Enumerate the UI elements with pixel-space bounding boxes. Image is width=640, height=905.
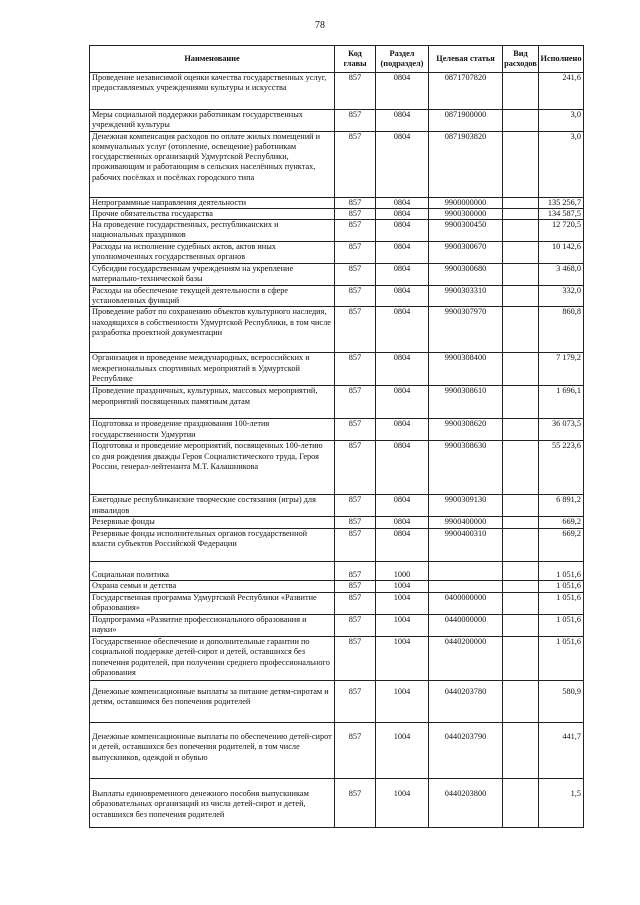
row-name: Проведение независимой оценки качества государственных услуг, предоставляемых учреждениями культуры и искусства — [90, 73, 335, 110]
table-row — [90, 264, 584, 286]
row-amount: 3,0 — [539, 110, 584, 132]
row-expense-type — [503, 220, 539, 242]
row-code: 857 — [335, 592, 376, 614]
row-code: 857 — [335, 614, 376, 636]
row-section: 0804 — [376, 131, 429, 197]
table-row — [90, 528, 584, 561]
row-name: Проведение праздничных, культурных, массовых мероприятий, мероприятий посвященных памятным датам — [90, 386, 335, 419]
row-amount: 55 223,6 — [539, 441, 584, 495]
column-header-code: Код главы — [335, 46, 376, 73]
row-section: 0804 — [376, 528, 429, 561]
row-amount: 134 587,5 — [539, 208, 584, 219]
row-name: На проведение государственных, республиканских и национальных праздников — [90, 220, 335, 242]
row-code: 857 — [335, 495, 376, 517]
table-row — [90, 220, 584, 242]
row-amount: 3,0 — [539, 131, 584, 197]
row-amount: 332,0 — [539, 285, 584, 307]
row-section: 1004 — [376, 580, 429, 592]
row-target: 0440203790 — [429, 722, 503, 778]
row-amount: 241,6 — [539, 73, 584, 110]
row-section: 1000 — [376, 561, 429, 580]
table-row — [90, 386, 584, 419]
row-target: 9900300000 — [429, 208, 503, 219]
table-row — [90, 636, 584, 680]
row-code: 857 — [335, 264, 376, 286]
row-name: Государственное обеспечение и дополнительные гарантии по социальной поддержке детей-сирот и детей, оставшихся без попечения родителей, при получении среднего профессионального образования — [90, 636, 335, 680]
row-code: 857 — [335, 778, 376, 827]
column-header-expense-type: Вид расходов — [503, 46, 539, 73]
table-row — [90, 131, 584, 197]
row-expense-type — [503, 353, 539, 386]
row-expense-type — [503, 722, 539, 778]
row-expense-type — [503, 264, 539, 286]
row-code: 857 — [335, 242, 376, 264]
table-row — [90, 614, 584, 636]
row-name: Денежная компенсация расходов по оплате жилых помещений и коммунальных услуг (отопление, освещение) работникам государственных организаций Удмуртской Республики, проживающим и работающим в сельских населённых пунктах, рабочих посёлках и посёлках городского типа — [90, 131, 335, 197]
row-amount: 3 468,0 — [539, 264, 584, 286]
row-name: Денежные компенсационные выплаты за питание детям-сиротам и детям, оставшимся без попечения родителей — [90, 680, 335, 722]
row-name: Резервные фонды исполнительных органов государственной власти субъектов Российской Федерации — [90, 528, 335, 561]
row-target: 0440203780 — [429, 680, 503, 722]
row-code: 857 — [335, 386, 376, 419]
row-name: Расходы на исполнение судебных актов, актов иных уполномоченных государственных органов — [90, 242, 335, 264]
row-name: Прочие обязательства государства — [90, 208, 335, 219]
row-code: 857 — [335, 680, 376, 722]
row-name: Охрана семьи и детства — [90, 580, 335, 592]
row-expense-type — [503, 517, 539, 528]
row-expense-type — [503, 197, 539, 208]
row-section: 1004 — [376, 614, 429, 636]
row-code: 857 — [335, 73, 376, 110]
row-amount: 1 051,6 — [539, 614, 584, 636]
row-expense-type — [503, 242, 539, 264]
row-target: 0871707820 — [429, 73, 503, 110]
row-section: 0804 — [376, 208, 429, 219]
row-expense-type — [503, 580, 539, 592]
row-amount: 135 256,7 — [539, 197, 584, 208]
row-section: 0804 — [376, 307, 429, 353]
row-name: Государственная программа Удмуртской Республики «Развитие образования» — [90, 592, 335, 614]
row-target: 9900308610 — [429, 386, 503, 419]
row-code: 857 — [335, 307, 376, 353]
table-row — [90, 110, 584, 132]
table-row — [90, 242, 584, 264]
row-target: 9900300450 — [429, 220, 503, 242]
row-target: 0440200000 — [429, 636, 503, 680]
column-header-target: Целевая статья — [429, 46, 503, 73]
row-target: 9900300680 — [429, 264, 503, 286]
row-target: 9900300670 — [429, 242, 503, 264]
row-code: 857 — [335, 197, 376, 208]
row-amount: 1 051,6 — [539, 561, 584, 580]
row-target: 9900308630 — [429, 441, 503, 495]
row-amount: 1 051,6 — [539, 636, 584, 680]
row-section: 0804 — [376, 220, 429, 242]
row-expense-type — [503, 528, 539, 561]
row-section: 1004 — [376, 592, 429, 614]
row-amount: 12 720,5 — [539, 220, 584, 242]
row-amount: 669,2 — [539, 517, 584, 528]
row-name: Организация и проведение международных, всероссийских и межрегиональных спортивных мероприятий в Удмуртской Республике — [90, 353, 335, 386]
row-section: 0804 — [376, 285, 429, 307]
column-header-section: Раздел (подраздел) — [376, 46, 429, 73]
table-row — [90, 680, 584, 722]
row-section: 0804 — [376, 242, 429, 264]
column-header-name: Наименование — [90, 46, 335, 73]
row-amount: 580,9 — [539, 680, 584, 722]
row-target: 9900400310 — [429, 528, 503, 561]
row-amount: 7 179,2 — [539, 353, 584, 386]
row-code: 857 — [335, 580, 376, 592]
row-name: Резервные фонды — [90, 517, 335, 528]
row-name: Меры социальной поддержки работникам государственных учреждений культуры — [90, 110, 335, 132]
row-code: 857 — [335, 441, 376, 495]
row-expense-type — [503, 131, 539, 197]
row-code: 857 — [335, 636, 376, 680]
row-amount: 1 696,1 — [539, 386, 584, 419]
row-expense-type — [503, 307, 539, 353]
row-target: 0400000000 — [429, 592, 503, 614]
row-amount: 669,2 — [539, 528, 584, 561]
table-row — [90, 419, 584, 441]
row-expense-type — [503, 441, 539, 495]
row-name: Ежегодные республиканские творческие состязания (игры) для инвалидов — [90, 495, 335, 517]
table-row — [90, 495, 584, 517]
row-expense-type — [503, 680, 539, 722]
row-code: 857 — [335, 528, 376, 561]
row-section: 1004 — [376, 680, 429, 722]
row-code: 857 — [335, 208, 376, 219]
row-code: 857 — [335, 419, 376, 441]
row-code: 857 — [335, 722, 376, 778]
row-section: 0804 — [376, 386, 429, 419]
row-code: 857 — [335, 561, 376, 580]
row-name: Социальная политика — [90, 561, 335, 580]
row-amount: 441,7 — [539, 722, 584, 778]
table-row — [90, 722, 584, 778]
row-expense-type — [503, 592, 539, 614]
row-expense-type — [503, 778, 539, 827]
row-section: 0804 — [376, 419, 429, 441]
row-expense-type — [503, 614, 539, 636]
row-code: 857 — [335, 285, 376, 307]
row-name: Непрограммные направления деятельности — [90, 197, 335, 208]
table-row — [90, 307, 584, 353]
row-code: 857 — [335, 220, 376, 242]
row-expense-type — [503, 495, 539, 517]
table-row — [90, 197, 584, 208]
row-target: 9900307970 — [429, 307, 503, 353]
row-name: Подготовка и проведение мероприятий, посвященных 100-летию со дня рождения дважды Героя Социалистического труда, Героя России, генерал-лейтенанта М.Т. Калашникова — [90, 441, 335, 495]
row-name: Расходы на обеспечение текущей деятельности в сфере установленных функций — [90, 285, 335, 307]
row-amount: 10 142,6 — [539, 242, 584, 264]
row-name: Подготовка и проведение празднования 100-летия государственности Удмуртии — [90, 419, 335, 441]
row-code: 857 — [335, 517, 376, 528]
row-amount: 1 051,6 — [539, 592, 584, 614]
row-expense-type — [503, 636, 539, 680]
row-expense-type — [503, 285, 539, 307]
table-row — [90, 561, 584, 580]
row-amount: 6 891,2 — [539, 495, 584, 517]
column-header-executed: Исполнено — [539, 46, 584, 73]
row-name: Субсидии государственным учреждениям на укрепление материально-технической базы — [90, 264, 335, 286]
row-amount: 36 073,5 — [539, 419, 584, 441]
row-target: 9900308620 — [429, 419, 503, 441]
row-target: 9900309130 — [429, 495, 503, 517]
page-number: 78 — [315, 20, 325, 31]
row-section: 0804 — [376, 495, 429, 517]
table-row — [90, 353, 584, 386]
row-target: 0871900000 — [429, 110, 503, 132]
row-target: 0440203800 — [429, 778, 503, 827]
row-section: 0804 — [376, 197, 429, 208]
table-row — [90, 73, 584, 110]
row-name: Подпрограмма «Развитие профессионального образования и науки» — [90, 614, 335, 636]
row-target: 9900000000 — [429, 197, 503, 208]
row-section: 1004 — [376, 636, 429, 680]
table-row — [90, 517, 584, 528]
row-section: 0804 — [376, 353, 429, 386]
row-section: 0804 — [376, 441, 429, 495]
budget-execution-table — [89, 45, 584, 828]
row-code: 857 — [335, 353, 376, 386]
table-row — [90, 580, 584, 592]
row-name: Проведение работ по сохранению объектов культурного наследия, находящихся в собственности Удмуртской Республики, в том числе разработка проектной документации — [90, 307, 335, 353]
row-expense-type — [503, 386, 539, 419]
row-code: 857 — [335, 110, 376, 132]
row-section: 0804 — [376, 73, 429, 110]
row-expense-type — [503, 419, 539, 441]
row-target: 0871903820 — [429, 131, 503, 197]
row-section: 0804 — [376, 517, 429, 528]
row-expense-type — [503, 110, 539, 132]
row-target — [429, 580, 503, 592]
table-header-row — [90, 46, 584, 73]
row-section: 1004 — [376, 778, 429, 827]
table-row — [90, 592, 584, 614]
row-expense-type — [503, 208, 539, 219]
row-section: 0804 — [376, 110, 429, 132]
row-amount: 1,5 — [539, 778, 584, 827]
row-amount: 860,8 — [539, 307, 584, 353]
table-row — [90, 441, 584, 495]
table-body — [90, 73, 584, 828]
row-name: Денежные компенсационные выплаты по обеспечению детей-сирот и детей, оставшихся без попечения родителей, в том числе выпускников, одеждой и обувью — [90, 722, 335, 778]
row-amount: 1 051,6 — [539, 580, 584, 592]
row-target: 0440000000 — [429, 614, 503, 636]
row-section: 1004 — [376, 722, 429, 778]
row-target — [429, 561, 503, 580]
row-target: 9900400000 — [429, 517, 503, 528]
table-row — [90, 778, 584, 827]
row-target: 9900308400 — [429, 353, 503, 386]
row-expense-type — [503, 73, 539, 110]
row-code: 857 — [335, 131, 376, 197]
row-name: Выплаты единовременного денежного пособия выпускникам образовательных организаций из числа детей-сирот и детей, оставшихся без попечения родителей — [90, 778, 335, 827]
table-row — [90, 285, 584, 307]
row-target: 9900303310 — [429, 285, 503, 307]
row-expense-type — [503, 561, 539, 580]
table-row — [90, 208, 584, 219]
row-section: 0804 — [376, 264, 429, 286]
